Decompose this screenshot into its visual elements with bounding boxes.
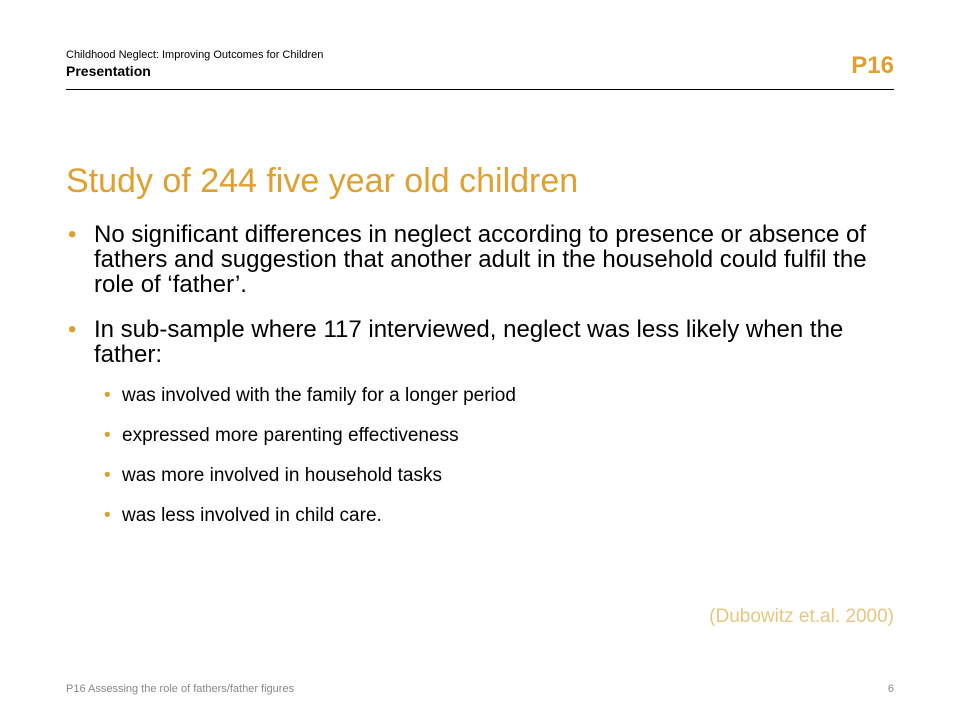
sub-bullet-text: expressed more parenting effectiveness (122, 425, 459, 446)
bullet-dot-icon: • (104, 505, 111, 526)
sub-bullet-item (66, 505, 896, 527)
citation: (Dubowitz et.al. 2000) (709, 606, 894, 627)
slide-title: Study of 244 five year old children (66, 162, 579, 200)
page-number: 6 (887, 683, 894, 695)
bullet-dot-icon: • (68, 221, 77, 248)
header-divider (66, 89, 894, 90)
course-title: Childhood Neglect: Improving Outcomes for Children (66, 49, 324, 61)
bullet-text: In sub-sample where 117 interviewed, neglect was less likely when the father: (94, 316, 844, 368)
bullet-dot-icon: • (104, 425, 111, 446)
sub-bullet-list (66, 385, 896, 527)
sub-bullet-item (66, 425, 896, 447)
bullet-item (66, 222, 896, 297)
sub-bullet-text: was less involved in child care. (122, 505, 382, 526)
bullet-dot-icon: • (68, 316, 77, 343)
footer-label: P16 Assessing the role of fathers/father figures (66, 683, 295, 695)
bullet-dot-icon: • (104, 385, 111, 406)
sub-bullet-item (66, 385, 896, 407)
module-code: P16 (851, 52, 894, 79)
bullet-dot-icon: • (104, 465, 111, 486)
bullet-text: No significant differences in neglect according to presence or absence of fathers and suggestion that another adult in the household could fulfil the role of ‘father’. (94, 221, 867, 298)
slide-content (66, 222, 896, 545)
sub-bullet-item (66, 465, 896, 487)
bullet-item (66, 317, 896, 367)
section-label: Presentation (66, 63, 151, 79)
slide-header (66, 48, 894, 80)
sub-bullet-text: was involved with the family for a longer period (122, 385, 516, 406)
sub-bullet-text: was more involved in household tasks (122, 465, 443, 486)
